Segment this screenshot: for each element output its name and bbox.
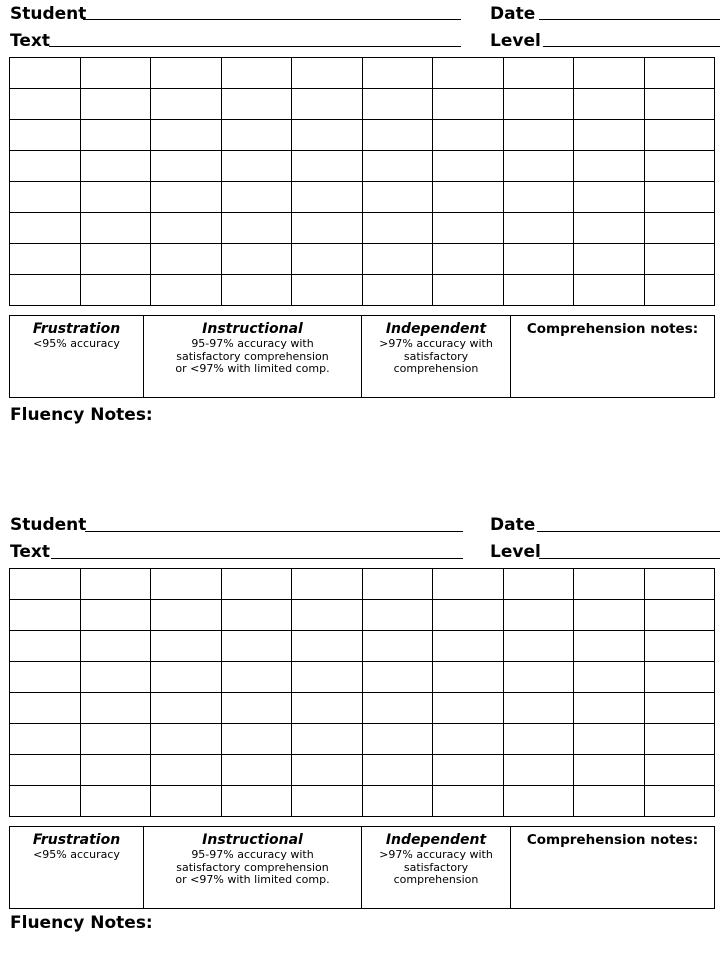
grid-cell[interactable] bbox=[644, 786, 715, 817]
grid-cell[interactable] bbox=[574, 631, 645, 662]
reading-record-grid bbox=[9, 568, 715, 817]
grid-cell[interactable] bbox=[80, 89, 151, 120]
frustration-box bbox=[10, 316, 144, 397]
grid-cell[interactable] bbox=[292, 120, 363, 151]
grid-cell[interactable] bbox=[221, 182, 292, 213]
grid-cell[interactable] bbox=[433, 89, 504, 120]
grid-cell[interactable] bbox=[80, 569, 151, 600]
grid-cell[interactable] bbox=[221, 724, 292, 755]
grid-cell[interactable] bbox=[644, 631, 715, 662]
grid-cell[interactable] bbox=[292, 213, 363, 244]
grid-cell[interactable] bbox=[574, 662, 645, 693]
grid-cell[interactable] bbox=[151, 662, 222, 693]
grid-row bbox=[10, 58, 715, 89]
grid-row bbox=[10, 600, 715, 631]
grid-cell[interactable] bbox=[644, 569, 715, 600]
grid-cell[interactable] bbox=[362, 724, 433, 755]
grid-cell[interactable] bbox=[362, 89, 433, 120]
desc-line: 95-97% accuracy with bbox=[191, 848, 314, 861]
grid-cell[interactable] bbox=[151, 182, 222, 213]
grid-cell[interactable] bbox=[221, 89, 292, 120]
grid-cell[interactable] bbox=[292, 631, 363, 662]
comprehension-notes-label: Comprehension notes: bbox=[526, 832, 699, 848]
grid-cell[interactable] bbox=[433, 600, 504, 631]
grid-cell[interactable] bbox=[221, 569, 292, 600]
independent-title: Independent bbox=[385, 321, 487, 337]
student-label: Student bbox=[10, 515, 87, 535]
fluency-notes-label: Fluency Notes: bbox=[10, 913, 153, 933]
grid-cell[interactable] bbox=[503, 89, 574, 120]
grid-cell[interactable] bbox=[221, 244, 292, 275]
grid-cell[interactable] bbox=[221, 755, 292, 786]
desc-line: comprehension bbox=[393, 873, 479, 886]
instructional-box bbox=[144, 316, 362, 397]
frustration-desc bbox=[10, 338, 143, 351]
grid-cell[interactable] bbox=[503, 213, 574, 244]
grid-cell[interactable] bbox=[221, 213, 292, 244]
grid-row bbox=[10, 275, 715, 306]
grid-cell[interactable] bbox=[362, 213, 433, 244]
grid-cell[interactable] bbox=[10, 58, 81, 89]
grid-cell[interactable] bbox=[292, 662, 363, 693]
frustration-title: Frustration bbox=[32, 321, 121, 337]
grid-cell[interactable] bbox=[433, 724, 504, 755]
grid-cell[interactable] bbox=[10, 600, 81, 631]
grid-cell[interactable] bbox=[433, 693, 504, 724]
grid-cell[interactable] bbox=[10, 693, 81, 724]
grid-cell[interactable] bbox=[503, 662, 574, 693]
desc-line: satisfactory bbox=[403, 349, 469, 363]
grid-cell[interactable] bbox=[644, 724, 715, 755]
grid-cell[interactable] bbox=[362, 182, 433, 213]
grid-cell[interactable] bbox=[574, 213, 645, 244]
grid-cell[interactable] bbox=[574, 724, 645, 755]
comprehension-notes-box[interactable] bbox=[511, 827, 714, 908]
instructional-desc bbox=[144, 338, 361, 376]
grid-cell[interactable] bbox=[292, 600, 363, 631]
grid-cell[interactable] bbox=[574, 151, 645, 182]
grid-cell[interactable] bbox=[10, 120, 81, 151]
grid-cell[interactable] bbox=[151, 755, 222, 786]
grid-cell[interactable] bbox=[574, 569, 645, 600]
grid-cell[interactable] bbox=[503, 724, 574, 755]
desc-line: >97% accuracy with bbox=[379, 337, 493, 350]
grid-cell[interactable] bbox=[574, 89, 645, 120]
grid-cell[interactable] bbox=[362, 120, 433, 151]
grid-cell[interactable] bbox=[10, 786, 81, 817]
grid-cell[interactable] bbox=[221, 275, 292, 306]
grid-cell[interactable] bbox=[151, 600, 222, 631]
grid-cell[interactable] bbox=[644, 89, 715, 120]
desc-line: comprehension bbox=[393, 362, 479, 375]
grid-cell[interactable] bbox=[362, 662, 433, 693]
grid-cell[interactable] bbox=[644, 755, 715, 786]
student-label: Student bbox=[10, 4, 87, 24]
grid-row bbox=[10, 213, 715, 244]
grid-cell[interactable] bbox=[503, 120, 574, 151]
grid-cell[interactable] bbox=[151, 58, 222, 89]
grid-row bbox=[10, 569, 715, 600]
date-label: Date bbox=[490, 4, 536, 24]
grid-cell[interactable] bbox=[362, 693, 433, 724]
grid-cell[interactable] bbox=[221, 600, 292, 631]
grid-cell[interactable] bbox=[433, 244, 504, 275]
grid-cell[interactable] bbox=[503, 786, 574, 817]
grid-cell[interactable] bbox=[292, 244, 363, 275]
date-field[interactable] bbox=[537, 531, 720, 532]
student-field[interactable] bbox=[85, 531, 463, 532]
running-record-form-1 bbox=[0, 0, 720, 460]
instructional-desc bbox=[144, 849, 361, 887]
independent-title: Independent bbox=[385, 832, 487, 848]
grid-cell[interactable] bbox=[80, 120, 151, 151]
grid-row bbox=[10, 151, 715, 182]
grid-row bbox=[10, 724, 715, 755]
grid-cell[interactable] bbox=[151, 724, 222, 755]
instructional-box bbox=[144, 827, 362, 908]
grid-cell[interactable] bbox=[574, 275, 645, 306]
running-record-form-2 bbox=[0, 511, 720, 971]
desc-line: satisfactory bbox=[403, 860, 469, 874]
grid-cell[interactable] bbox=[644, 151, 715, 182]
level-field[interactable] bbox=[543, 46, 720, 47]
grid-row bbox=[10, 693, 715, 724]
reading-level-key bbox=[9, 826, 715, 909]
grid-cell[interactable] bbox=[644, 600, 715, 631]
grid-cell[interactable] bbox=[433, 151, 504, 182]
text-field[interactable] bbox=[51, 558, 463, 559]
grid-cell[interactable] bbox=[433, 786, 504, 817]
grid-cell[interactable] bbox=[221, 693, 292, 724]
grid-cell[interactable] bbox=[80, 693, 151, 724]
grid-cell[interactable] bbox=[221, 120, 292, 151]
grid-cell[interactable] bbox=[151, 244, 222, 275]
grid-cell[interactable] bbox=[151, 120, 222, 151]
reading-level-key bbox=[9, 315, 715, 398]
fluency-notes-label: Fluency Notes: bbox=[10, 405, 153, 425]
grid-cell[interactable] bbox=[574, 244, 645, 275]
grid-cell[interactable] bbox=[362, 151, 433, 182]
comprehension-notes-box[interactable] bbox=[511, 316, 714, 397]
frustration-title: Frustration bbox=[32, 832, 121, 848]
desc-line: <95% accuracy bbox=[33, 337, 120, 350]
grid-cell[interactable] bbox=[503, 182, 574, 213]
grid-cell[interactable] bbox=[362, 786, 433, 817]
grid-cell[interactable] bbox=[80, 600, 151, 631]
grid-row bbox=[10, 755, 715, 786]
grid-cell[interactable] bbox=[362, 244, 433, 275]
grid-cell[interactable] bbox=[151, 631, 222, 662]
grid-cell[interactable] bbox=[574, 755, 645, 786]
grid-cell[interactable] bbox=[503, 275, 574, 306]
grid-cell[interactable] bbox=[10, 244, 81, 275]
grid-cell[interactable] bbox=[644, 275, 715, 306]
grid-cell[interactable] bbox=[644, 662, 715, 693]
grid-cell[interactable] bbox=[644, 58, 715, 89]
grid-cell[interactable] bbox=[10, 662, 81, 693]
grid-cell[interactable] bbox=[644, 120, 715, 151]
desc-line: satisfactory comprehension bbox=[176, 860, 329, 874]
student-field[interactable] bbox=[83, 19, 461, 20]
grid-cell[interactable] bbox=[644, 693, 715, 724]
grid-row bbox=[10, 182, 715, 213]
grid-cell[interactable] bbox=[574, 600, 645, 631]
grid-cell[interactable] bbox=[10, 182, 81, 213]
grid-cell[interactable] bbox=[362, 275, 433, 306]
desc-line: 95-97% accuracy with bbox=[191, 337, 314, 350]
grid-cell[interactable] bbox=[80, 151, 151, 182]
independent-box bbox=[362, 316, 511, 397]
grid-row bbox=[10, 120, 715, 151]
grid-row bbox=[10, 244, 715, 275]
grid-cell[interactable] bbox=[292, 693, 363, 724]
grid-cell[interactable] bbox=[574, 182, 645, 213]
desc-line: <95% accuracy bbox=[33, 848, 120, 861]
text-label: Text bbox=[10, 542, 50, 562]
grid-cell[interactable] bbox=[80, 662, 151, 693]
grid-cell[interactable] bbox=[574, 693, 645, 724]
grid-cell[interactable] bbox=[80, 244, 151, 275]
grid-cell[interactable] bbox=[503, 693, 574, 724]
grid-cell[interactable] bbox=[292, 569, 363, 600]
grid-cell[interactable] bbox=[644, 213, 715, 244]
grid-cell[interactable] bbox=[292, 786, 363, 817]
grid-cell[interactable] bbox=[10, 151, 81, 182]
grid-cell[interactable] bbox=[80, 724, 151, 755]
grid-cell[interactable] bbox=[10, 755, 81, 786]
grid-cell[interactable] bbox=[292, 275, 363, 306]
grid-cell[interactable] bbox=[433, 213, 504, 244]
grid-cell[interactable] bbox=[503, 151, 574, 182]
grid-cell[interactable] bbox=[151, 786, 222, 817]
grid-cell[interactable] bbox=[433, 58, 504, 89]
grid-cell[interactable] bbox=[80, 275, 151, 306]
grid-cell[interactable] bbox=[151, 275, 222, 306]
level-field[interactable] bbox=[539, 558, 720, 559]
grid-cell[interactable] bbox=[433, 569, 504, 600]
grid-cell[interactable] bbox=[10, 89, 81, 120]
grid-cell[interactable] bbox=[644, 182, 715, 213]
grid-cell[interactable] bbox=[574, 120, 645, 151]
desc-line: satisfactory comprehension bbox=[176, 349, 329, 363]
grid-cell[interactable] bbox=[292, 151, 363, 182]
level-label: Level bbox=[490, 31, 541, 51]
grid-cell[interactable] bbox=[503, 631, 574, 662]
grid-cell[interactable] bbox=[503, 600, 574, 631]
grid-cell[interactable] bbox=[292, 724, 363, 755]
date-label: Date bbox=[490, 515, 536, 535]
independent-desc bbox=[362, 338, 510, 376]
grid-cell[interactable] bbox=[80, 786, 151, 817]
desc-line: >97% accuracy with bbox=[379, 848, 493, 861]
grid-cell[interactable] bbox=[80, 182, 151, 213]
grid-row bbox=[10, 631, 715, 662]
grid-cell[interactable] bbox=[292, 182, 363, 213]
independent-desc bbox=[362, 849, 510, 887]
grid-cell[interactable] bbox=[221, 786, 292, 817]
grid-cell[interactable] bbox=[10, 631, 81, 662]
grid-cell[interactable] bbox=[362, 569, 433, 600]
grid-cell[interactable] bbox=[433, 120, 504, 151]
independent-box bbox=[362, 827, 511, 908]
grid-cell[interactable] bbox=[362, 600, 433, 631]
grid-cell[interactable] bbox=[80, 213, 151, 244]
grid-cell[interactable] bbox=[292, 89, 363, 120]
desc-line: or <97% with limited comp. bbox=[175, 362, 330, 375]
grid-cell[interactable] bbox=[433, 755, 504, 786]
grid-cell[interactable] bbox=[574, 58, 645, 89]
date-field[interactable] bbox=[539, 19, 720, 20]
desc-line: or <97% with limited comp. bbox=[175, 873, 330, 886]
grid-cell[interactable] bbox=[80, 755, 151, 786]
grid-row bbox=[10, 662, 715, 693]
grid-cell[interactable] bbox=[80, 631, 151, 662]
grid-cell[interactable] bbox=[10, 724, 81, 755]
reading-record-grid bbox=[9, 57, 715, 306]
grid-cell[interactable] bbox=[503, 755, 574, 786]
grid-cell[interactable] bbox=[10, 569, 81, 600]
grid-cell[interactable] bbox=[221, 631, 292, 662]
grid-cell[interactable] bbox=[362, 755, 433, 786]
grid-cell[interactable] bbox=[151, 213, 222, 244]
grid-cell[interactable] bbox=[292, 58, 363, 89]
frustration-desc bbox=[10, 849, 143, 862]
grid-cell[interactable] bbox=[503, 58, 574, 89]
text-label: Text bbox=[10, 31, 50, 51]
grid-cell[interactable] bbox=[362, 58, 433, 89]
instructional-title: Instructional bbox=[202, 832, 303, 848]
grid-cell[interactable] bbox=[503, 569, 574, 600]
text-field[interactable] bbox=[49, 46, 461, 47]
grid-row bbox=[10, 89, 715, 120]
level-label: Level bbox=[490, 542, 541, 562]
grid-cell[interactable] bbox=[433, 631, 504, 662]
grid-cell[interactable] bbox=[151, 569, 222, 600]
grid-cell[interactable] bbox=[433, 182, 504, 213]
grid-cell[interactable] bbox=[503, 244, 574, 275]
grid-cell[interactable] bbox=[292, 755, 363, 786]
grid-cell[interactable] bbox=[221, 662, 292, 693]
grid-cell[interactable] bbox=[362, 631, 433, 662]
grid-cell[interactable] bbox=[151, 89, 222, 120]
grid-cell[interactable] bbox=[644, 244, 715, 275]
grid-cell[interactable] bbox=[433, 275, 504, 306]
grid-cell[interactable] bbox=[151, 151, 222, 182]
instructional-title: Instructional bbox=[202, 321, 303, 337]
comprehension-notes-label: Comprehension notes: bbox=[526, 321, 699, 337]
grid-cell[interactable] bbox=[574, 786, 645, 817]
grid-cell[interactable] bbox=[433, 662, 504, 693]
grid-cell[interactable] bbox=[151, 693, 222, 724]
grid-cell[interactable] bbox=[10, 213, 81, 244]
frustration-box bbox=[10, 827, 144, 908]
grid-cell[interactable] bbox=[80, 58, 151, 89]
grid-cell[interactable] bbox=[10, 275, 81, 306]
grid-cell[interactable] bbox=[221, 58, 292, 89]
grid-row bbox=[10, 786, 715, 817]
grid-cell[interactable] bbox=[221, 151, 292, 182]
